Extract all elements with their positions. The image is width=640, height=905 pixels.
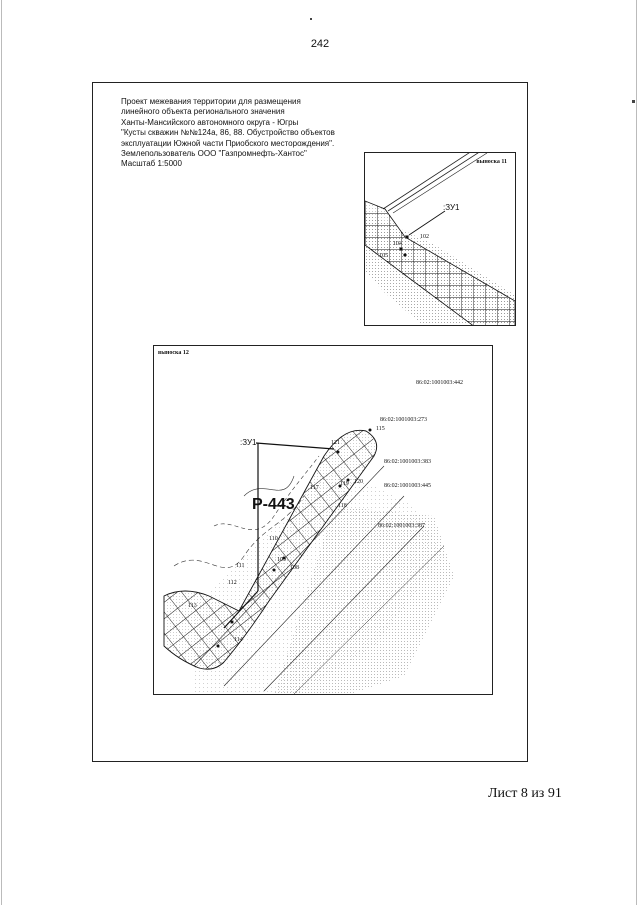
point-label: 111 (236, 563, 245, 569)
plot-label: :ЗУ1 (240, 438, 257, 447)
title-line: Проект межевания территории для размещения (121, 97, 301, 106)
boundary-point (369, 429, 372, 432)
point-label: 114 (234, 637, 243, 643)
boundary-point (337, 451, 340, 454)
scan-edge-left (1, 0, 2, 905)
inset-12-label: выноска 12 (158, 350, 189, 356)
point-label: 121 (331, 440, 340, 446)
point-label: 115 (376, 426, 385, 432)
inset-12-map (153, 345, 493, 695)
boundary-point (403, 253, 406, 256)
point-label: 108 (290, 565, 299, 571)
leader-line (256, 443, 334, 449)
point-label: 110 (269, 536, 278, 542)
boundary-point (231, 621, 234, 624)
object-label: Р-443 (252, 496, 295, 513)
sheet-counter: Лист 8 из 91 (488, 786, 562, 801)
point-label: 105 (379, 253, 388, 259)
title-line: "Кусты скважин №№124а, 86, 88. Обустройство объектов (121, 128, 335, 138)
point-label: 117 (310, 485, 319, 491)
cadastral-label: 86:02:1001003:273 (380, 417, 428, 423)
title-line: эксплуатации Южной части Приобского месторождения". (121, 138, 335, 148)
scan-speck (310, 18, 312, 20)
cadastral-label: 86:02:1001003:383 (384, 459, 432, 465)
road-line (388, 153, 481, 211)
point-label: 112 (228, 580, 237, 586)
boundary-point (273, 569, 276, 572)
point-label: 102 (420, 234, 429, 240)
title-line: Масштаб 1:5000 (121, 159, 182, 169)
contour-line (244, 476, 294, 496)
point-label: 109 (277, 557, 286, 563)
title-line: Землепользователь ООО "Газпромнефть-Хантос" (121, 149, 307, 159)
boundary-point (405, 235, 408, 238)
page-number: 242 (310, 38, 330, 50)
cadastral-label: 86:02:1001003:387 (378, 523, 426, 529)
inset-12-drawing (154, 346, 493, 695)
point-label: 113 (188, 603, 197, 609)
inset-11-map (364, 152, 516, 326)
point-label: 120 (354, 479, 363, 485)
point-label: 119 (340, 481, 349, 487)
leader-line (409, 211, 445, 235)
point-label: 104 (393, 241, 402, 247)
road-line (383, 153, 475, 209)
inset-11-label: выноска 11 (476, 159, 507, 165)
title-block (121, 97, 361, 170)
boundary-point (217, 645, 220, 648)
cadastral-label: 86:02:1001003:442 (416, 380, 464, 386)
boundary-point (399, 247, 402, 250)
point-label: 118 (338, 503, 347, 509)
title-line: линейного объекта регионального значения (121, 107, 285, 117)
scan-speck (632, 100, 635, 103)
cadastral-label: 86:02:1001003:445 (384, 483, 432, 489)
inset-11-drawing (365, 153, 516, 326)
scan-edge-right (636, 0, 637, 905)
title-line: Ханты-Мансийского автономного округа - Югры (121, 117, 299, 127)
road-line (393, 153, 487, 213)
plot-label: :ЗУ1 (443, 203, 460, 212)
